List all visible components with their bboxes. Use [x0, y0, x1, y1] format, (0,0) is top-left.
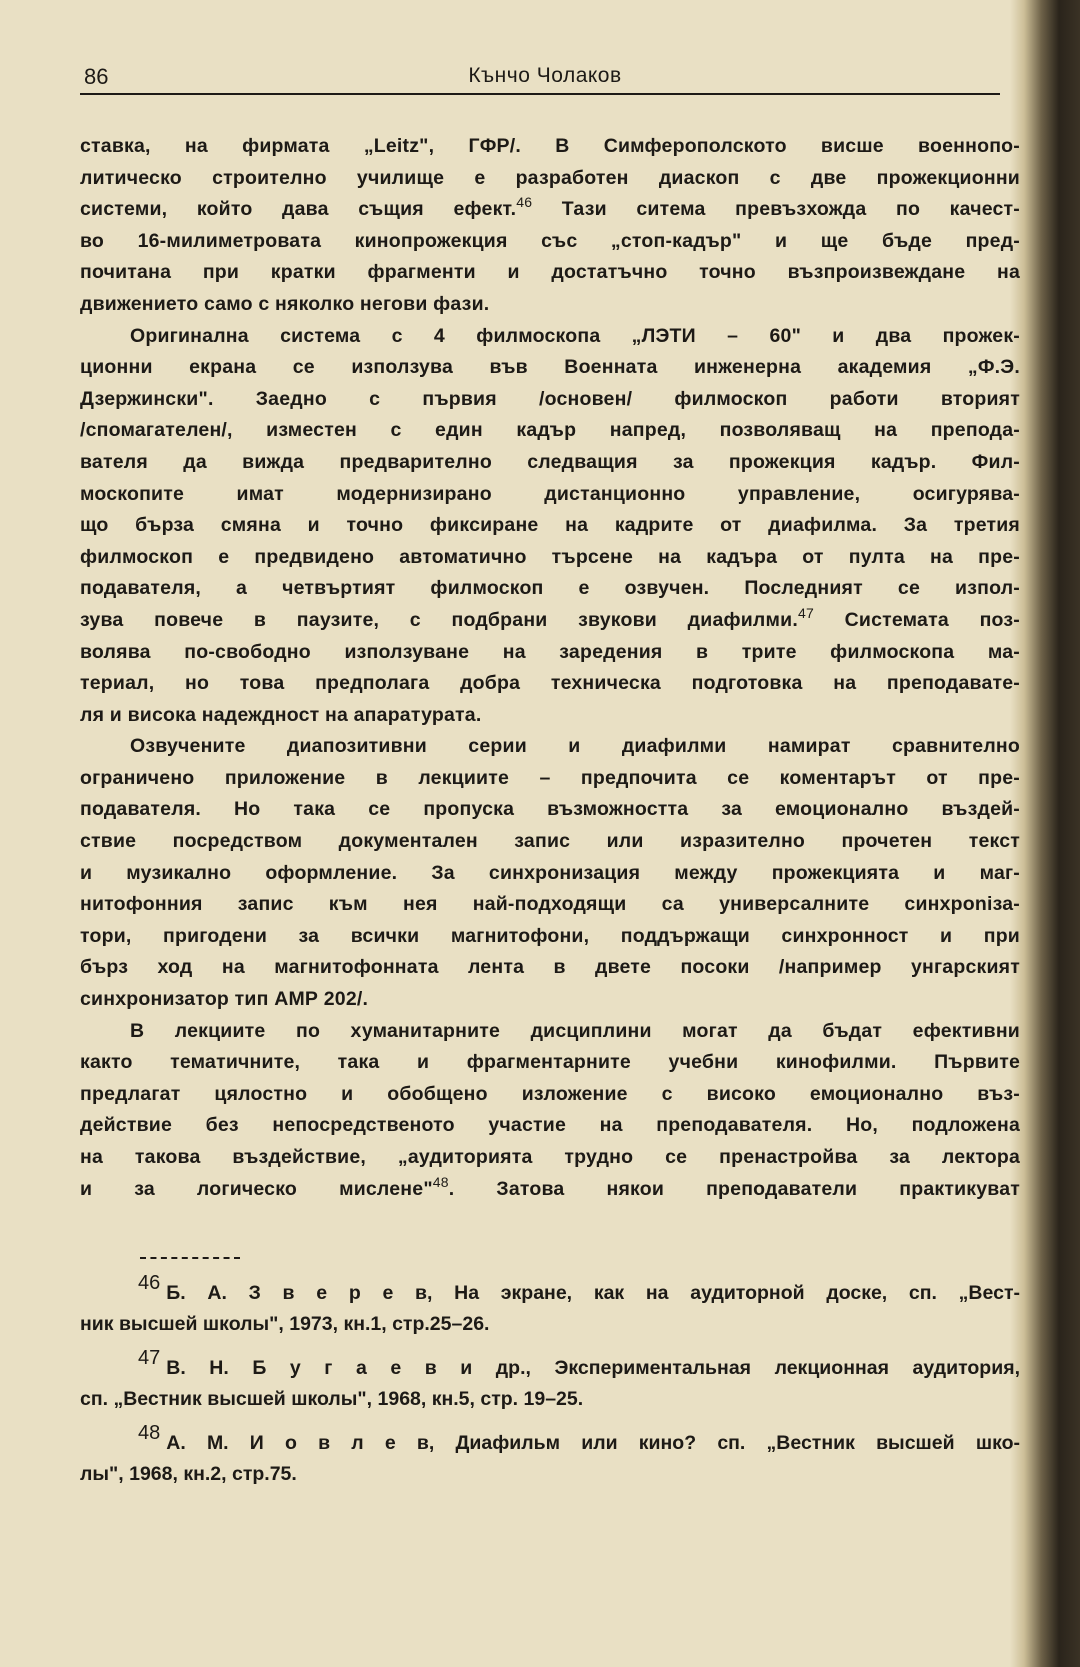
body-text: [80, 131, 1020, 1205]
text-line: [80, 700, 1020, 732]
text-segment: /спомагателен/, изместен с един кадър напред, позволяващ на препода-: [80, 419, 1020, 442]
page-number: 86: [84, 64, 109, 89]
text-segment: предлагат цялостно и обобщено изложение с високо емоционално въз-: [80, 1082, 1020, 1105]
footnote-number: 47: [138, 1347, 161, 1369]
footnote-number: 46: [138, 1272, 161, 1294]
text-segment: ля и висока надеждност на апаратурата.: [80, 703, 482, 726]
text-line: [80, 289, 1020, 321]
text-line: [80, 131, 1020, 163]
text-line: [80, 384, 1020, 416]
text-segment: вателя да вижда предварително следващия за прожекция кадър. Фил-: [80, 450, 1020, 473]
text-segment: ставка, на фирмата „Leitz", ГФР/. В Симферополското висше военнопо-: [80, 135, 1020, 157]
footnote-46: [80, 1272, 1020, 1309]
text-segment: синхронизатор тип АМР 202/.: [80, 988, 369, 1011]
footnote-text: В. Н. Б у г а е в и др., Экспериментальная лекционная аудитория,: [166, 1357, 1020, 1379]
text-line: [80, 826, 1020, 858]
text-line: [80, 794, 1020, 826]
footnote-ref: 48: [432, 1173, 449, 1190]
text-segment: Тази ситема превъзхожда по качест-: [532, 198, 1020, 221]
text-segment: москопите имат модернизирано дистанционно управление, осигурява-: [80, 482, 1020, 505]
footnote-text: А. М. И о в л е в, Диафильм или кино? сп. „Вестник высшей шко-: [166, 1432, 1020, 1454]
text-line: [80, 763, 1020, 795]
text-segment: подавателя, а четвъртият филмоскоп е озвучен. Последният се изпол-: [80, 577, 1020, 600]
text-line: [80, 952, 1020, 984]
text-line: [80, 1142, 1020, 1174]
text-segment: както тематичните, така и фрагментарните учебни кинофилми. Първите: [80, 1051, 1020, 1074]
text-line: [80, 921, 1020, 953]
text-line: [80, 352, 1020, 384]
footnote-48: [80, 1422, 1020, 1459]
text-segment: и музикално оформление. За синхронизация между прожекцията и маг-: [80, 861, 1020, 884]
footnote-number: 48: [138, 1422, 161, 1444]
text-segment: на такова въздействие, „аудиторията трудно се пренастройва за лектора: [80, 1146, 1020, 1168]
text-line: [80, 1174, 1020, 1206]
text-line: [80, 1047, 1020, 1079]
text-segment: ционни екрана се използува във Военната инженерна академия „Ф.Э.: [80, 356, 1020, 379]
text-line: [80, 321, 1020, 353]
footnote-ref: 47: [797, 604, 814, 621]
text-line: [80, 1079, 1020, 1111]
text-line: [80, 1110, 1020, 1142]
text-segment: тори, пригодени за всички магнитофони, поддържащи синхронност и при: [80, 924, 1020, 947]
running-title: Кънчо Чолаков: [468, 64, 622, 87]
text-line: [80, 637, 1020, 669]
text-line: [80, 163, 1020, 195]
header-rule: [80, 93, 1000, 95]
text-segment: зува повече в паузите, с подбрани звукови диафилми.: [80, 608, 798, 631]
text-line: [80, 668, 1020, 700]
text-segment: . Затова някои преподаватели практикуват: [448, 1177, 1020, 1200]
text-segment: Системата поз-: [813, 608, 1020, 631]
text-segment: волява по-свободно използуване на заредения в трите филмоскопа ма-: [80, 640, 1020, 663]
text-segment: нитофонния запис към нея най-подходящи са универсалните синхроniза-: [80, 893, 1020, 916]
text-segment: В лекциите по хуманитарните дисциплини могат да бъдат ефективни: [130, 1019, 1020, 1042]
text-segment: що бърза смяна и точно фиксиране на кадрите от диафилма. За третия: [80, 514, 1020, 537]
text-line: [80, 858, 1020, 890]
text-segment: ствие посредством документален запис или изразително прочетен текст: [80, 830, 1020, 853]
text-segment: Озвучените диапозитивни серии и диафилми намират сравнително: [130, 735, 1020, 758]
footnote-ref: 46: [516, 194, 533, 211]
text-segment: системи, който дава същия ефект.: [80, 198, 517, 221]
text-segment: Дзержински". Заедно с първия /основен/ филмоскоп работи вторият: [80, 387, 1020, 410]
text-line: [80, 226, 1020, 258]
text-segment: движението само с няколко негови фази.: [80, 292, 490, 315]
text-segment: во 16-милиметровата кинопрожекция със „стоп-кадър" и ще бъде пред-: [80, 229, 1020, 252]
footnote-text: Б. А. З в е р е в, На экране, как на аудиторной доске, сп. „Вест-: [166, 1282, 1020, 1304]
text-line: [80, 447, 1020, 479]
text-segment: действие без непосредственото участие на преподавателя. Но, подложена: [80, 1114, 1020, 1137]
text-segment: бърз ход на магнитофонната лента в двете посоки /например унгарският: [80, 956, 1020, 979]
footnote-text: сп. „Вестник высшей школы", 1968, кн.5, стр. 19–25.: [80, 1388, 584, 1410]
text-line: [80, 479, 1020, 511]
text-line: [80, 415, 1020, 447]
footnotes: [80, 1272, 1020, 1503]
text-segment: ограничено приложение в лекциите – предпочита се коментарът от пре-: [80, 766, 1020, 789]
footnote-separator: [140, 1257, 240, 1259]
text-line: [80, 194, 1020, 226]
text-line: [80, 510, 1020, 542]
footnote-text: лы", 1968, кн.2, стр.75.: [80, 1463, 297, 1485]
text-line: [80, 731, 1020, 763]
text-line: [80, 1016, 1020, 1048]
text-line: [80, 605, 1020, 637]
footnote-47: [80, 1347, 1020, 1384]
text-line: [80, 257, 1020, 289]
text-line: [80, 573, 1020, 605]
text-segment: подавателя. Но така се пропуска възможността за емоционално въздей-: [80, 798, 1020, 821]
footnote-text: ник высшей школы", 1973, кн.1, стр.25–26.: [80, 1313, 490, 1335]
book-binding-edge: [1010, 0, 1080, 1667]
text-segment: литическо строително училище е разработен диаскоп с две прожекционни: [80, 166, 1020, 189]
text-segment: филмоскоп е предвидено автоматично търсене на кадъра от пулта на пре-: [80, 545, 1020, 568]
text-segment: Оригинална система с 4 филмоскопа „ЛЭТИ – 60" и два прожек-: [130, 324, 1020, 347]
text-line: [80, 889, 1020, 921]
text-line: [80, 984, 1020, 1016]
text-segment: почитана при кратки фрагменти и достатъчно точно възпроизвеждане на: [80, 261, 1020, 284]
text-segment: и за логическо мислене": [80, 1177, 433, 1200]
text-line: [80, 542, 1020, 574]
text-segment: териал, но това предполага добра техническа подготовка на преподавате-: [80, 672, 1020, 695]
